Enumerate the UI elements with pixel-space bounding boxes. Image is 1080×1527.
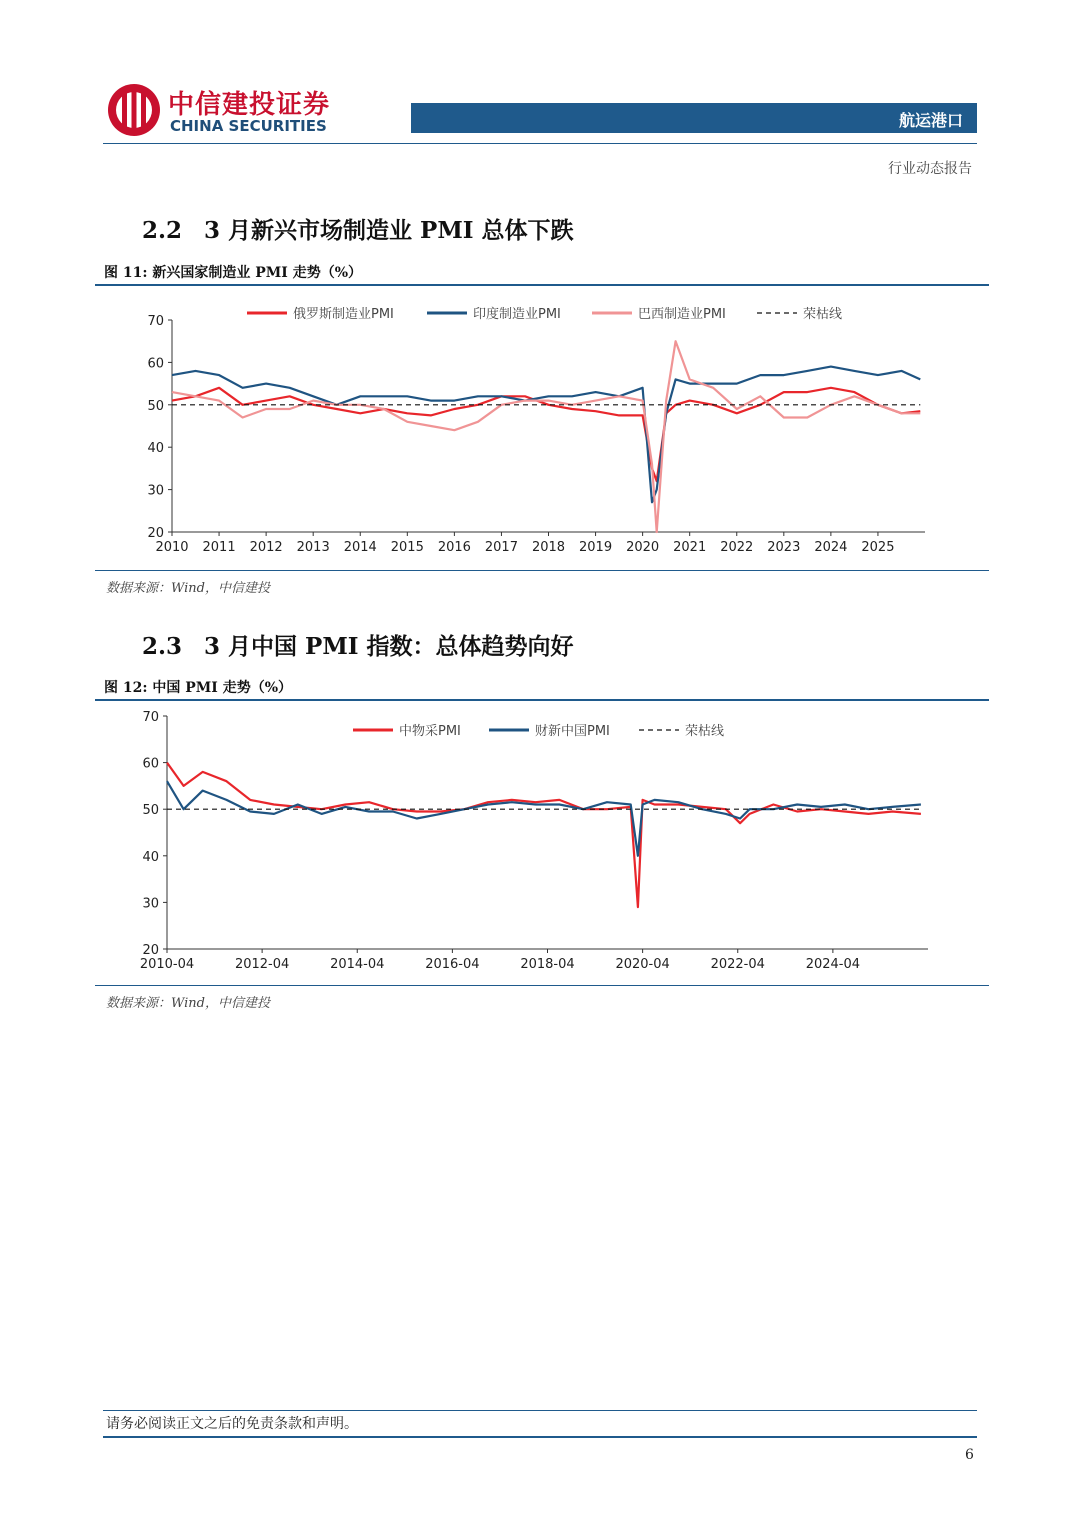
page-number: 6	[965, 1447, 974, 1463]
series-line-0	[172, 388, 920, 481]
figure-11-chart	[95, 290, 989, 570]
section-number: 2.2	[142, 217, 183, 244]
figure-12-caption: 图 12: 中国 PMI 走势（%）	[104, 680, 293, 696]
citic-logo-icon	[106, 82, 162, 138]
x-tick-label: 2015	[390, 540, 424, 555]
disclaimer: 请务必阅读正文之后的免责条款和声明。	[106, 1416, 358, 1432]
figure-11-top-rule	[95, 284, 989, 286]
x-tick-label: 2021	[673, 540, 707, 555]
x-tick-label: 2025	[861, 540, 895, 555]
logo-cn-text: 中信建投证券	[168, 90, 331, 120]
legend-label: 财新中国PMI	[535, 724, 610, 739]
legend-label: 印度制造业PMI	[473, 307, 561, 322]
y-tick-label: 50	[142, 803, 159, 819]
y-tick-label: 70	[147, 314, 164, 329]
y-tick-label: 60	[142, 756, 159, 772]
brand-logo	[106, 82, 162, 138]
x-tick-label: 2018-04	[520, 957, 575, 972]
figure-11-caption: 图 11: 新兴国家制造业 PMI 走势（%）	[104, 265, 363, 281]
x-tick-label: 2012-04	[234, 957, 290, 972]
y-tick-label: 70	[142, 710, 159, 725]
figure-12-top-rule	[95, 699, 989, 701]
report-type: 行业动态报告	[888, 161, 972, 177]
figure-12-bottom-rule	[95, 985, 989, 986]
figure-11-bottom-rule	[95, 570, 989, 571]
x-tick-label: 2013	[296, 540, 330, 555]
x-tick-label: 2014-04	[330, 957, 385, 972]
x-tick-label: 2010-04	[139, 957, 195, 972]
y-tick-label: 30	[142, 896, 159, 912]
section-2-2-heading	[142, 212, 574, 245]
y-tick-label: 20	[147, 526, 164, 541]
legend-label: 巴西制造业PMI	[638, 307, 726, 322]
x-tick-label: 2019	[579, 540, 613, 555]
section-tag-bar	[411, 103, 977, 133]
y-tick-label: 20	[142, 943, 159, 958]
legend-label: 俄罗斯制造业PMI	[293, 307, 394, 322]
figure-12-chart	[95, 704, 989, 984]
x-tick-label: 2011	[202, 540, 236, 555]
x-tick-label: 2022-04	[710, 957, 765, 972]
x-tick-label: 2023	[767, 540, 801, 555]
x-tick-label: 2018	[531, 540, 566, 555]
x-tick-label: 2014	[343, 540, 377, 555]
footer-top-rule	[103, 1410, 977, 1411]
header-rule	[103, 143, 977, 144]
y-tick-label: 40	[142, 849, 159, 865]
x-tick-label: 2022	[720, 540, 754, 555]
x-tick-label: 2016	[437, 540, 471, 555]
footer-bottom-rule	[103, 1436, 977, 1438]
section-title: 3 月新兴市场制造业 PMI 总体下跌	[204, 217, 574, 244]
y-tick-label: 30	[147, 483, 164, 499]
section-2-3-heading	[142, 628, 574, 661]
x-tick-label: 2017	[484, 540, 518, 555]
series-line-0	[167, 763, 921, 908]
y-tick-label: 40	[147, 441, 164, 457]
x-tick-label: 2016-04	[425, 957, 480, 972]
x-tick-label: 2024	[814, 540, 848, 555]
y-tick-label: 50	[147, 398, 164, 414]
x-tick-label: 2020	[626, 540, 660, 555]
section-number: 2.3	[142, 633, 183, 660]
x-tick-label: 2010	[155, 540, 189, 555]
series-line-1	[172, 367, 920, 503]
x-tick-label: 2020-04	[615, 957, 670, 972]
legend-label: 中物采PMI	[399, 724, 461, 739]
legend-label: 荣枯线	[803, 307, 843, 322]
figure-12-source: 数据来源：Wind，中信建投	[106, 996, 270, 1011]
x-tick-label: 2012	[249, 540, 283, 555]
series-line-1	[167, 781, 921, 856]
figure-11-source: 数据来源：Wind，中信建投	[106, 581, 270, 596]
logo-en-text: CHINA SECURITIES	[170, 117, 327, 135]
x-tick-label: 2024-04	[805, 957, 861, 972]
y-tick-label: 60	[147, 356, 164, 372]
legend-label: 荣枯线	[685, 724, 725, 739]
section-title: 3 月中国 PMI 指数：总体趋势向好	[204, 633, 574, 660]
section-tag: 航运港口	[898, 111, 963, 130]
